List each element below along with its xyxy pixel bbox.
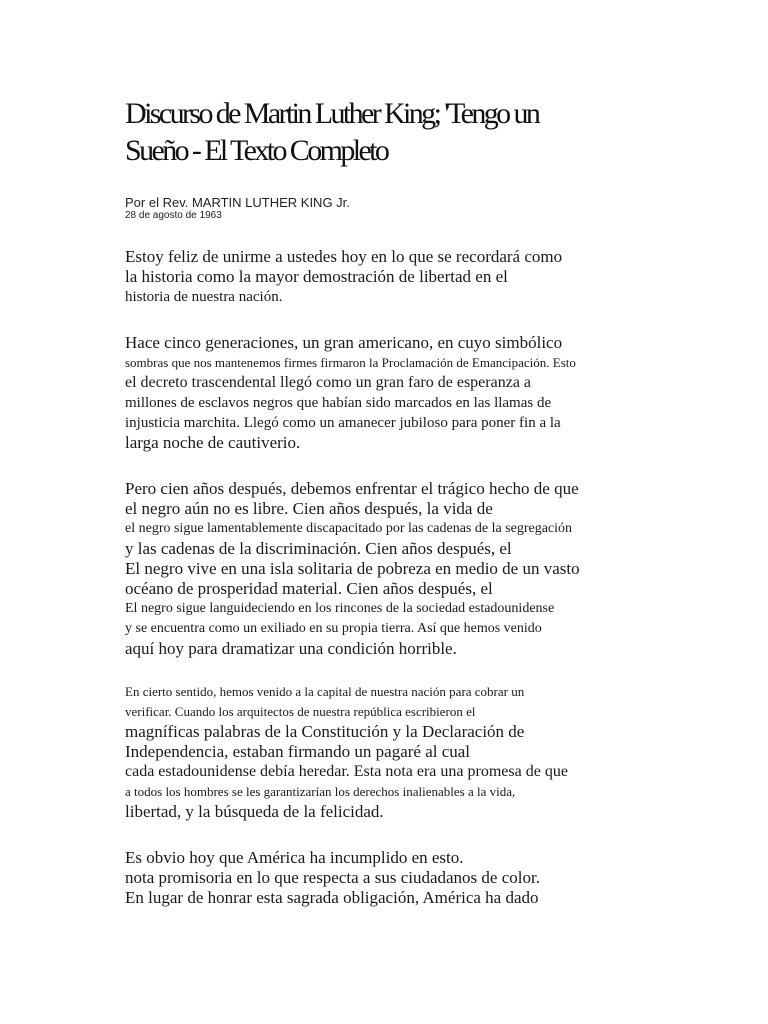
text-line: a todos los hombres se les garantizarían los derechos inalienables a la vida, [125, 784, 516, 799]
paragraph-4 [125, 682, 725, 822]
text-line: larga noche de cautiverio. [125, 433, 301, 452]
paragraph-3 [125, 479, 725, 659]
text-line: En lugar de honrar esta sagrada obligación, América ha dado [125, 888, 539, 907]
text-line: El negro sigue languideciendo en los rincones de la sociedad estadounidense [125, 601, 555, 616]
speech-date: 28 de agosto de 1963 [125, 210, 222, 221]
text-line: Hace cinco generaciones, un gran americano, en cuyo simbólico [125, 333, 563, 352]
text-line: millones de esclavos negros que habían sido marcados en las llamas de [125, 395, 552, 411]
text-line: el negro aún no es libre. Cien años después, la vida de [125, 499, 493, 518]
title-line: Discurso de Martin Luther King; 'Tengo un [125, 97, 539, 130]
title-line: Sueño - El Texto Completo [125, 134, 388, 167]
text-line: verificar. Cuando los arquitectos de nuestra república escribieron el [125, 704, 476, 719]
text-line: aquí hoy para dramatizar una condición horrible. [125, 639, 457, 658]
text-line: historia de nuestra nación. [125, 289, 283, 305]
paragraph-2 [125, 333, 725, 453]
text-line: Pero cien años después, debemos enfrentar el trágico hecho de que [125, 479, 579, 498]
text-line: Independencia, estaban firmando un pagaré al cual [125, 742, 471, 761]
text-line: Estoy feliz de unirme a ustedes hoy en lo que se recordará como [125, 247, 563, 266]
text-line: océano de prosperidad material. Cien años después, el [125, 579, 493, 598]
text-line: y las cadenas de la discriminación. Cien años después, el [125, 539, 512, 558]
text-line: En cierto sentido, hemos venido a la capital de nuestra nación para cobrar un [125, 684, 525, 699]
text-line: injusticia marchita. Llegó como un amanecer jubiloso para poner fin a la [125, 415, 561, 431]
paragraph-5 [125, 848, 725, 908]
document-page [125, 95, 725, 908]
text-line: cada estadounidense debía heredar. Esta nota era una promesa de que [125, 763, 568, 780]
text-line: y se encuentra como un exiliado en su propia tierra. Así que hemos venido [125, 621, 542, 636]
paragraph-1 [125, 247, 725, 307]
text-line: El negro vive en una isla solitaria de pobreza en medio de un vasto [125, 559, 580, 578]
text-line: el negro sigue lamentablemente discapacitado por las cadenas de la segregación [125, 521, 573, 536]
text-line: magníficas palabras de la Constitución y la Declaración de [125, 722, 525, 741]
text-line: el decreto trascendental llegó como un gran faro de esperanza a [125, 374, 532, 391]
text-line: la historia como la mayor demostración de libertad en el [125, 267, 508, 286]
author-byline: Por el Rev. MARTIN LUTHER KING Jr. [125, 195, 350, 210]
text-line: sombras que nos mantenemos firmes firmaron la Proclamación de Emancipación. Esto [125, 355, 576, 370]
text-line: nota promisoria en lo que respecta a sus ciudadanos de color. [125, 868, 540, 887]
document-title [125, 95, 725, 169]
text-line: Es obvio hoy que América ha incumplido en esto. [125, 848, 464, 867]
text-line: libertad, y la búsqueda de la felicidad. [125, 802, 384, 821]
